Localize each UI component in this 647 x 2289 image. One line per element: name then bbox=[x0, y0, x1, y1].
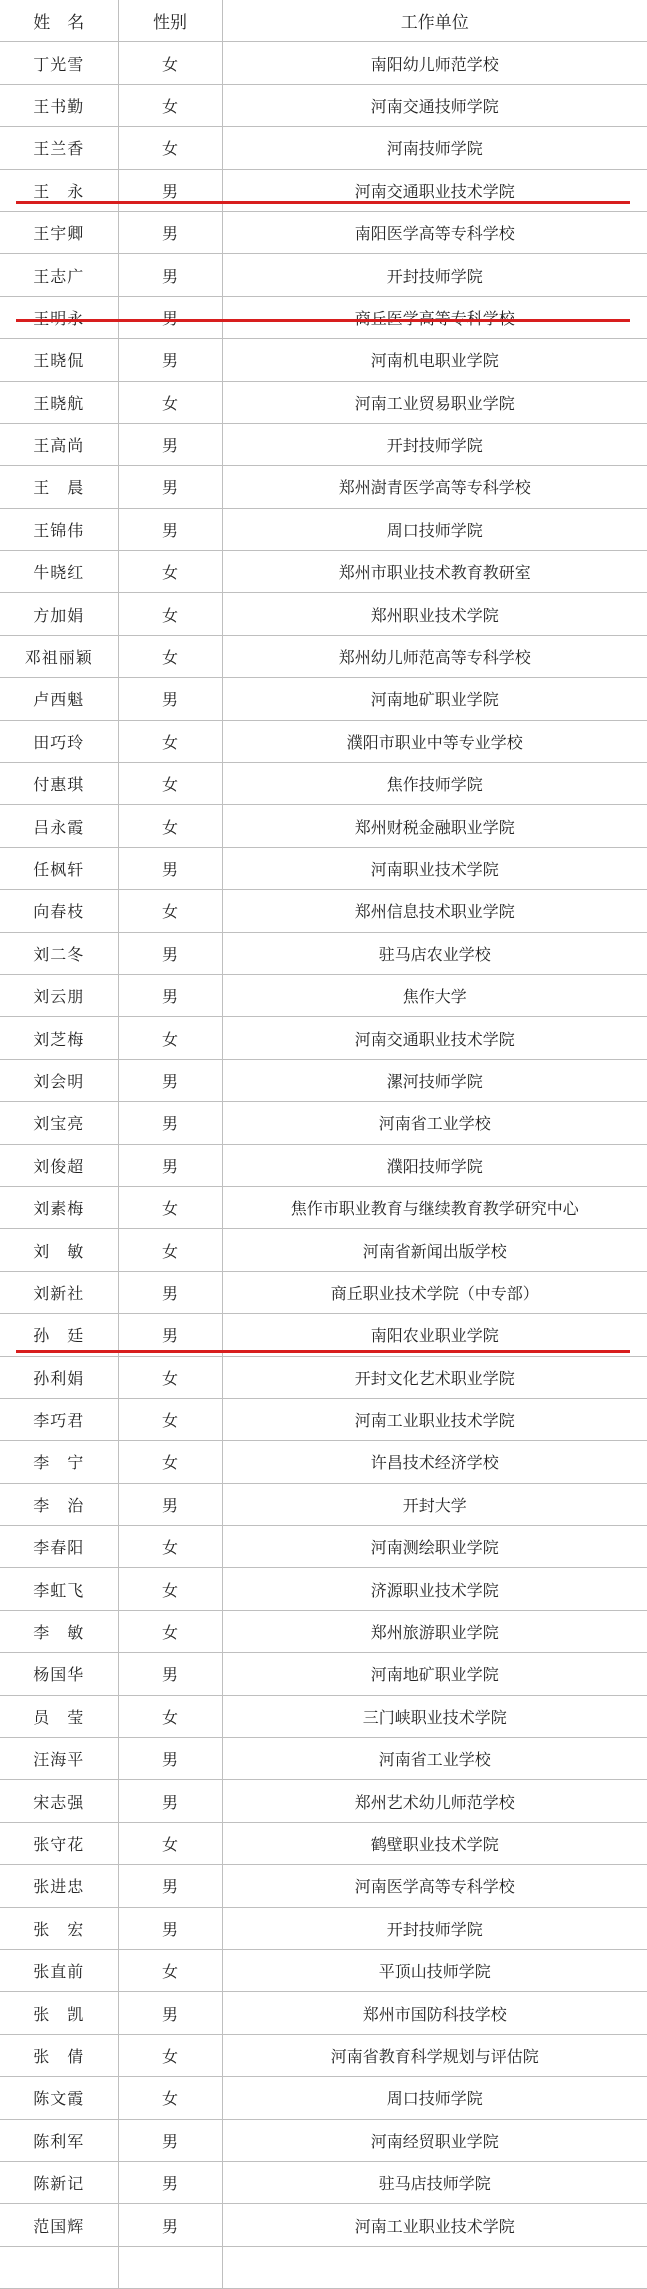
cell-unit: 南阳农业职业学院 bbox=[222, 1314, 647, 1356]
cell-gender: 男 bbox=[118, 678, 222, 720]
cell-name: 孙 廷 bbox=[0, 1314, 118, 1356]
table-row bbox=[0, 423, 647, 465]
table-row bbox=[0, 1017, 647, 1059]
table-row bbox=[0, 847, 647, 889]
cell-gender: 男 bbox=[118, 1780, 222, 1822]
cell-unit: 郑州财税金融职业学院 bbox=[222, 805, 647, 847]
cell-unit: 许昌技术经济学校 bbox=[222, 1441, 647, 1483]
cell-name: 牛晓红 bbox=[0, 551, 118, 593]
cell-unit: 河南经贸职业学院 bbox=[222, 2119, 647, 2161]
cell-gender: 女 bbox=[118, 1526, 222, 1568]
table-row bbox=[0, 1568, 647, 1610]
table-row bbox=[0, 466, 647, 508]
cell-gender: 男 bbox=[118, 1271, 222, 1313]
cell-unit: 河南省新闻出版学校 bbox=[222, 1229, 647, 1271]
cell-unit: 焦作市职业教育与继续教育教学研究中心 bbox=[222, 1186, 647, 1228]
cell-unit: 河南地矿职业学院 bbox=[222, 678, 647, 720]
cell-name: 孙利娟 bbox=[0, 1356, 118, 1398]
cell-name: 张 凯 bbox=[0, 1992, 118, 2034]
cell-unit bbox=[222, 2246, 647, 2288]
cell-name: 李虹飞 bbox=[0, 1568, 118, 1610]
table-header-row bbox=[0, 0, 647, 42]
cell-name bbox=[0, 2246, 118, 2288]
cell-name bbox=[0, 296, 118, 338]
table-row bbox=[0, 1738, 647, 1780]
cell-unit: 河南医学高等专科学校 bbox=[222, 1865, 647, 1907]
cell-gender: 女 bbox=[118, 635, 222, 677]
table-row bbox=[0, 1102, 647, 1144]
cell-gender: 男 bbox=[118, 423, 222, 465]
table-row bbox=[0, 1271, 647, 1313]
cell-unit: 河南地矿职业学院 bbox=[222, 1653, 647, 1695]
cell-unit: 济源职业技术学院 bbox=[222, 1568, 647, 1610]
cell-gender: 男 bbox=[118, 254, 222, 296]
cell-gender: 男 bbox=[118, 2161, 222, 2203]
cell-gender: 男 bbox=[118, 1483, 222, 1525]
cell-gender: 男 bbox=[118, 2204, 222, 2246]
cell-name: 方加娟 bbox=[0, 593, 118, 635]
cell-name: 刘宝亮 bbox=[0, 1102, 118, 1144]
table-row bbox=[0, 254, 647, 296]
cell-unit: 郑州市职业技术教育教研室 bbox=[222, 551, 647, 593]
cell-gender: 男 bbox=[118, 211, 222, 253]
cell-name: 王书勤 bbox=[0, 84, 118, 126]
cell-name: 张进忠 bbox=[0, 1865, 118, 1907]
cell-gender: 女 bbox=[118, 127, 222, 169]
table-row bbox=[0, 890, 647, 932]
cell-gender: 男 bbox=[118, 466, 222, 508]
cell-name: 任枫轩 bbox=[0, 847, 118, 889]
cell-name: 王兰香 bbox=[0, 127, 118, 169]
cell-gender: 女 bbox=[118, 763, 222, 805]
cell-unit: 濮阳市职业中等专业学校 bbox=[222, 720, 647, 762]
table-row bbox=[0, 1526, 647, 1568]
cell-gender: 女 bbox=[118, 1695, 222, 1737]
cell-name: 付惠琪 bbox=[0, 763, 118, 805]
cell-unit: 河南省工业学校 bbox=[222, 1738, 647, 1780]
cell-name: 丁光雪 bbox=[0, 42, 118, 84]
table-row bbox=[0, 211, 647, 253]
cell-unit: 周口技师学院 bbox=[222, 508, 647, 550]
cell-gender: 男 bbox=[118, 2119, 222, 2161]
cell-gender: 女 bbox=[118, 1568, 222, 1610]
cell-gender: 男 bbox=[118, 339, 222, 381]
cell-name: 刘素梅 bbox=[0, 1186, 118, 1228]
cell-gender: 男 bbox=[118, 508, 222, 550]
table-row bbox=[0, 1398, 647, 1440]
table-row bbox=[0, 1907, 647, 1949]
table-row bbox=[0, 1695, 647, 1737]
header-gender: 性别 bbox=[118, 0, 222, 42]
table-row bbox=[0, 1229, 647, 1271]
highlight-line-1 bbox=[16, 201, 630, 204]
cell-name: 张守花 bbox=[0, 1822, 118, 1864]
table-row bbox=[0, 169, 647, 211]
cell-name: 张直前 bbox=[0, 1949, 118, 1991]
cell-gender: 男 bbox=[118, 1992, 222, 2034]
table-row bbox=[0, 1610, 647, 1652]
cell-name: 李 宁 bbox=[0, 1441, 118, 1483]
cell-gender: 女 bbox=[118, 1229, 222, 1271]
table-row bbox=[0, 635, 647, 677]
cell-name: 刘二冬 bbox=[0, 932, 118, 974]
cell-unit: 开封文化艺术职业学院 bbox=[222, 1356, 647, 1398]
cell-name: 宋志强 bbox=[0, 1780, 118, 1822]
cell-name: 张 宏 bbox=[0, 1907, 118, 1949]
cell-unit: 郑州市国防科技学校 bbox=[222, 1992, 647, 2034]
table-row bbox=[0, 339, 647, 381]
cell-name: 范国辉 bbox=[0, 2204, 118, 2246]
table-row bbox=[0, 1653, 647, 1695]
cell-gender: 女 bbox=[118, 1610, 222, 1652]
table-row bbox=[0, 1992, 647, 2034]
cell-unit: 郑州信息技术职业学院 bbox=[222, 890, 647, 932]
cell-unit: 河南工业职业技术学院 bbox=[222, 1398, 647, 1440]
cell-unit: 开封技师学院 bbox=[222, 254, 647, 296]
cell-gender: 女 bbox=[118, 2034, 222, 2076]
table-row bbox=[0, 1186, 647, 1228]
table-row bbox=[0, 1822, 647, 1864]
cell-unit bbox=[222, 296, 647, 338]
table-row bbox=[0, 1483, 647, 1525]
cell-name: 王锦伟 bbox=[0, 508, 118, 550]
cell-unit: 鹤壁职业技术学院 bbox=[222, 1822, 647, 1864]
table-row bbox=[0, 2034, 647, 2076]
table-row bbox=[0, 1059, 647, 1101]
table-row bbox=[0, 381, 647, 423]
table-row bbox=[0, 2204, 647, 2246]
cell-gender: 男 bbox=[118, 1102, 222, 1144]
table-row bbox=[0, 593, 647, 635]
cell-name: 刘会明 bbox=[0, 1059, 118, 1101]
cell-gender: 男 bbox=[118, 1653, 222, 1695]
cell-gender: 女 bbox=[118, 381, 222, 423]
cell-name: 刘芝梅 bbox=[0, 1017, 118, 1059]
cell-gender: 男 bbox=[118, 1059, 222, 1101]
cell-name: 李 敏 bbox=[0, 1610, 118, 1652]
table-row bbox=[0, 2119, 647, 2161]
cell-unit: 河南省工业学校 bbox=[222, 1102, 647, 1144]
cell-name: 卢西魁 bbox=[0, 678, 118, 720]
cell-unit: 郑州幼儿师范高等专科学校 bbox=[222, 635, 647, 677]
cell-name: 陈利军 bbox=[0, 2119, 118, 2161]
cell-gender: 男 bbox=[118, 169, 222, 211]
highlight-line-3 bbox=[16, 1350, 630, 1353]
table-row bbox=[0, 805, 647, 847]
cell-unit: 周口技师学院 bbox=[222, 2077, 647, 2119]
cell-name: 向春枝 bbox=[0, 890, 118, 932]
cell-gender: 男 bbox=[118, 1144, 222, 1186]
cell-unit: 驻马店农业学校 bbox=[222, 932, 647, 974]
cell-gender: 女 bbox=[118, 551, 222, 593]
cell-unit: 河南工业职业技术学院 bbox=[222, 2204, 647, 2246]
cell-gender: 女 bbox=[118, 1186, 222, 1228]
cell-gender: 女 bbox=[118, 1356, 222, 1398]
cell-unit: 开封大学 bbox=[222, 1483, 647, 1525]
cell-name: 李 治 bbox=[0, 1483, 118, 1525]
cell-name: 员 莹 bbox=[0, 1695, 118, 1737]
cell-unit: 河南交通职业技术学院 bbox=[222, 169, 647, 211]
table-row bbox=[0, 508, 647, 550]
cell-unit: 濮阳技师学院 bbox=[222, 1144, 647, 1186]
cell-gender: 女 bbox=[118, 805, 222, 847]
table-row bbox=[0, 763, 647, 805]
cell-gender: 男 bbox=[118, 847, 222, 889]
cell-unit: 河南技师学院 bbox=[222, 127, 647, 169]
header-unit: 工作单位 bbox=[222, 0, 647, 42]
table-row bbox=[0, 84, 647, 126]
cell-gender: 女 bbox=[118, 1017, 222, 1059]
table-row bbox=[0, 1949, 647, 1991]
table-row bbox=[0, 2246, 647, 2288]
cell-name: 刘新社 bbox=[0, 1271, 118, 1313]
cell-name: 刘俊超 bbox=[0, 1144, 118, 1186]
cell-unit: 平顶山技师学院 bbox=[222, 1949, 647, 1991]
cell-unit: 南阳幼儿师范学校 bbox=[222, 42, 647, 84]
highlight-line-2 bbox=[16, 319, 630, 322]
table-row bbox=[0, 2161, 647, 2203]
cell-name: 李巧君 bbox=[0, 1398, 118, 1440]
cell-name: 王宇卿 bbox=[0, 211, 118, 253]
cell-gender: 女 bbox=[118, 1949, 222, 1991]
cell-unit: 郑州职业技术学院 bbox=[222, 593, 647, 635]
cell-name: 汪海平 bbox=[0, 1738, 118, 1780]
cell-unit: 河南测绘职业学院 bbox=[222, 1526, 647, 1568]
cell-name: 吕永霞 bbox=[0, 805, 118, 847]
cell-unit: 开封技师学院 bbox=[222, 423, 647, 465]
cell-gender bbox=[118, 296, 222, 338]
table-row bbox=[0, 974, 647, 1016]
cell-name: 邓祖丽颖 bbox=[0, 635, 118, 677]
cell-gender: 女 bbox=[118, 720, 222, 762]
cell-unit: 河南省教育科学规划与评估院 bbox=[222, 2034, 647, 2076]
cell-name: 王志广 bbox=[0, 254, 118, 296]
table-row bbox=[0, 720, 647, 762]
cell-gender: 女 bbox=[118, 1822, 222, 1864]
cell-unit: 郑州澍青医学高等专科学校 bbox=[222, 466, 647, 508]
table-row bbox=[0, 127, 647, 169]
cell-unit: 焦作技师学院 bbox=[222, 763, 647, 805]
cell-gender: 男 bbox=[118, 1865, 222, 1907]
cell-name: 陈文霞 bbox=[0, 2077, 118, 2119]
table-row bbox=[0, 2077, 647, 2119]
cell-gender: 男 bbox=[118, 1314, 222, 1356]
cell-gender bbox=[118, 2246, 222, 2288]
cell-gender: 女 bbox=[118, 890, 222, 932]
cell-unit: 郑州艺术幼儿师范学校 bbox=[222, 1780, 647, 1822]
cell-unit: 驻马店技师学院 bbox=[222, 2161, 647, 2203]
cell-unit: 河南工业贸易职业学院 bbox=[222, 381, 647, 423]
cell-gender: 男 bbox=[118, 1907, 222, 1949]
cell-unit: 南阳医学高等专科学校 bbox=[222, 211, 647, 253]
cell-name: 陈新记 bbox=[0, 2161, 118, 2203]
cell-name: 刘 敏 bbox=[0, 1229, 118, 1271]
cell-unit: 漯河技师学院 bbox=[222, 1059, 647, 1101]
cell-gender: 女 bbox=[118, 2077, 222, 2119]
cell-gender: 女 bbox=[118, 84, 222, 126]
table-row bbox=[0, 1865, 647, 1907]
cell-name: 王晓侃 bbox=[0, 339, 118, 381]
cell-gender: 女 bbox=[118, 1398, 222, 1440]
table-row bbox=[0, 932, 647, 974]
cell-name: 王晓航 bbox=[0, 381, 118, 423]
table-row bbox=[0, 1441, 647, 1483]
cell-unit: 河南交通技师学院 bbox=[222, 84, 647, 126]
cell-name: 田巧玲 bbox=[0, 720, 118, 762]
cell-unit: 河南职业技术学院 bbox=[222, 847, 647, 889]
table-row bbox=[0, 42, 647, 84]
cell-name: 杨国华 bbox=[0, 1653, 118, 1695]
cell-gender: 男 bbox=[118, 974, 222, 1016]
table-body bbox=[0, 42, 647, 2289]
cell-gender: 女 bbox=[118, 42, 222, 84]
table-row bbox=[0, 296, 647, 338]
table-row bbox=[0, 1144, 647, 1186]
cell-name: 张 倩 bbox=[0, 2034, 118, 2076]
cell-gender: 男 bbox=[118, 1738, 222, 1780]
cell-gender: 男 bbox=[118, 932, 222, 974]
cell-unit: 河南交通职业技术学院 bbox=[222, 1017, 647, 1059]
cell-gender: 女 bbox=[118, 1441, 222, 1483]
cell-unit: 焦作大学 bbox=[222, 974, 647, 1016]
cell-name: 刘云朋 bbox=[0, 974, 118, 1016]
cell-name: 王 永 bbox=[0, 169, 118, 211]
table-row bbox=[0, 1780, 647, 1822]
table-row bbox=[0, 1356, 647, 1398]
table-row bbox=[0, 551, 647, 593]
cell-unit: 河南机电职业学院 bbox=[222, 339, 647, 381]
cell-unit: 郑州旅游职业学院 bbox=[222, 1610, 647, 1652]
table-row bbox=[0, 678, 647, 720]
cell-unit: 三门峡职业技术学院 bbox=[222, 1695, 647, 1737]
cell-unit: 商丘职业技术学院（中专部） bbox=[222, 1271, 647, 1313]
cell-name: 王高尚 bbox=[0, 423, 118, 465]
cell-gender: 女 bbox=[118, 593, 222, 635]
cell-name: 王 晨 bbox=[0, 466, 118, 508]
cell-unit: 开封技师学院 bbox=[222, 1907, 647, 1949]
header-name: 姓 名 bbox=[0, 0, 118, 42]
cell-name: 李春阳 bbox=[0, 1526, 118, 1568]
